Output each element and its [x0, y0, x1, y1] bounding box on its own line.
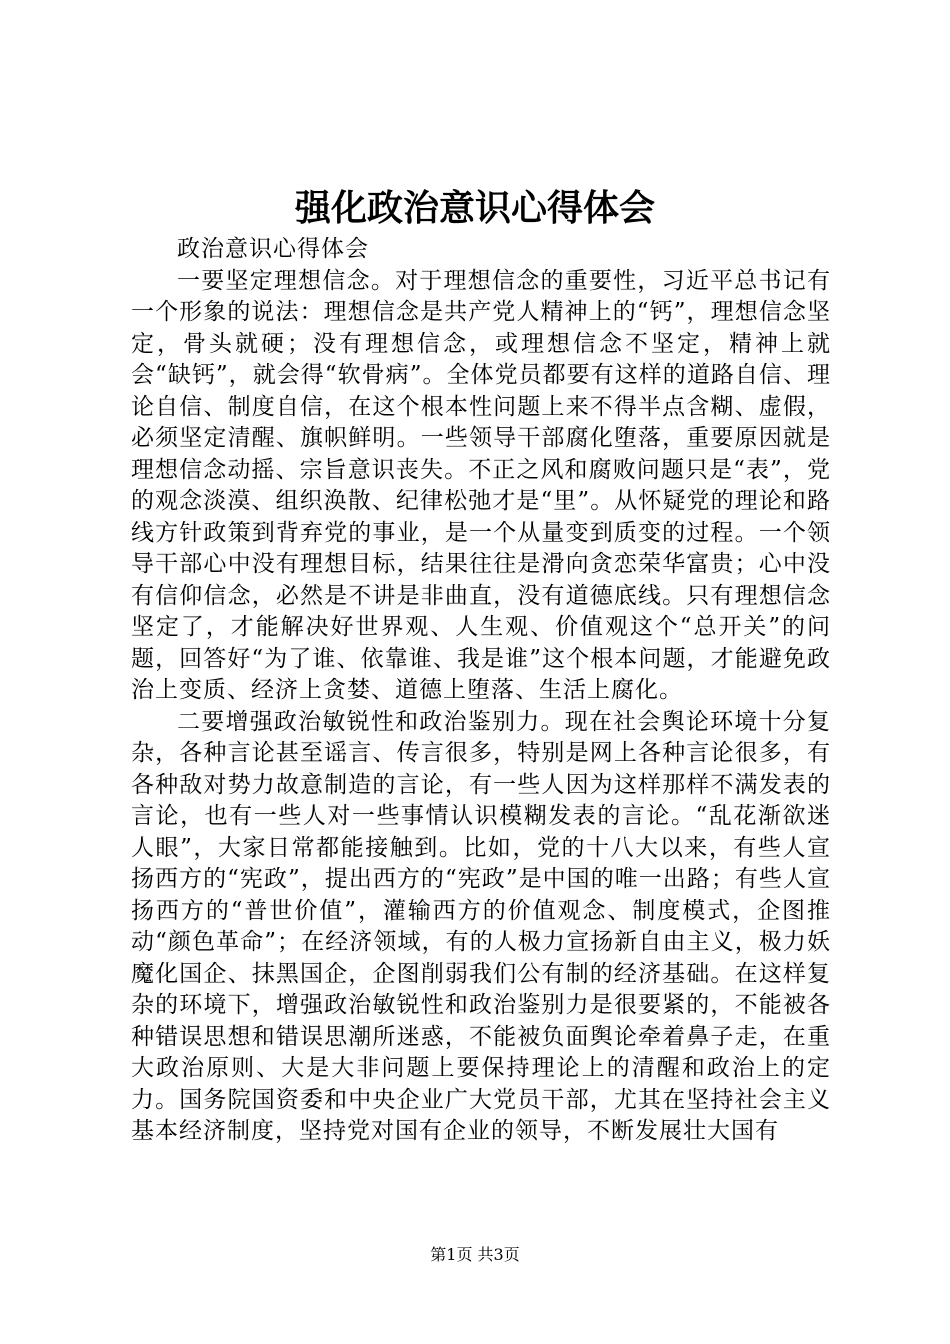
- page-footer: 第1页 共3页: [430, 1245, 520, 1264]
- paragraph-2: 二要增强政治敏锐性和政治鉴别力。现在社会舆论环境十分复杂，各种言论甚至谣言、传言很多，特别是网上各种言论很多，有各种敌对势力故意制造的言论，有一些人因为这样那样不满发表的言论，也有一些人对一些事情认识模糊发表的言论。“乱花渐欲迷人眼”，大家日常都能接触到。比如，党的十八大以来，有些人宣扬西方的“宪政”，提出西方的“宪政”是中国的唯一出路；有些人宣扬西方的“普世价值”，灌输西方的价值观念、制度模式，企图推动“颜色革命”；在经济领域，有的人极力宣扬新自由主义，极力妖魔化国企、抹黑国企，企图削弱我们公有制的经济基础。在这样复杂的环境下，增强政治敏锐性和政治鉴别力是很要紧的，不能被各种错误思想和错误思潮所迷惑，不能被负面舆论牵着鼻子走，在重大政治原则、大是大非问题上要保持理论上的清醒和政治上的定力。国务院国资委和中央企业广大党员干部，尤其在坚持社会主义基本经济制度，坚持党对国有企业的领导，不断发展壮大国有: [131, 708, 831, 1144]
- paragraph-subtitle: 政治意识心得体会: [177, 236, 369, 262]
- paragraph-1: 一要坚定理想信念。对于理想信念的重要性，习近平总书记有一个形象的说法：理想信念是共产党人精神上的“钙”，理想信念坚定，骨头就硬；没有理想信念，或理想信念不坚定，精神上就会“缺钙”，就会得“软骨病”。全体党员都要有这样的道路自信、理论自信、制度自信，在这个根本性问题上来不得半点含糊、虚假，必须坚定清醒、旗帜鲜明。一些领导干部腐化堕落，重要原因就是理想信念动摇、宗旨意识丧失。不正之风和腐败问题只是“表”，党的观念淡漠、组织涣散、纪律松弛才是“里”。从怀疑党的理论和路线方针政策到背弃党的事业，是一个从量变到质变的过程。一个领导干部心中没有理想目标，结果往往是滑向贪恋荣华富贵；心中没有信仰信念，必然是不讲是非曲直，没有道德底线。只有理想信念坚定了，才能解决好世界观、人生观、价值观这个“总开关”的问题，回答好“为了谁、依靠谁、我是谁”这个根本问题，才能避免政治上变质、经济上贪婪、道德上堕落、生活上腐化。: [131, 267, 831, 703]
- document-title: 强化政治意识心得体会: [294, 187, 655, 229]
- document-body: [131, 234, 831, 1148]
